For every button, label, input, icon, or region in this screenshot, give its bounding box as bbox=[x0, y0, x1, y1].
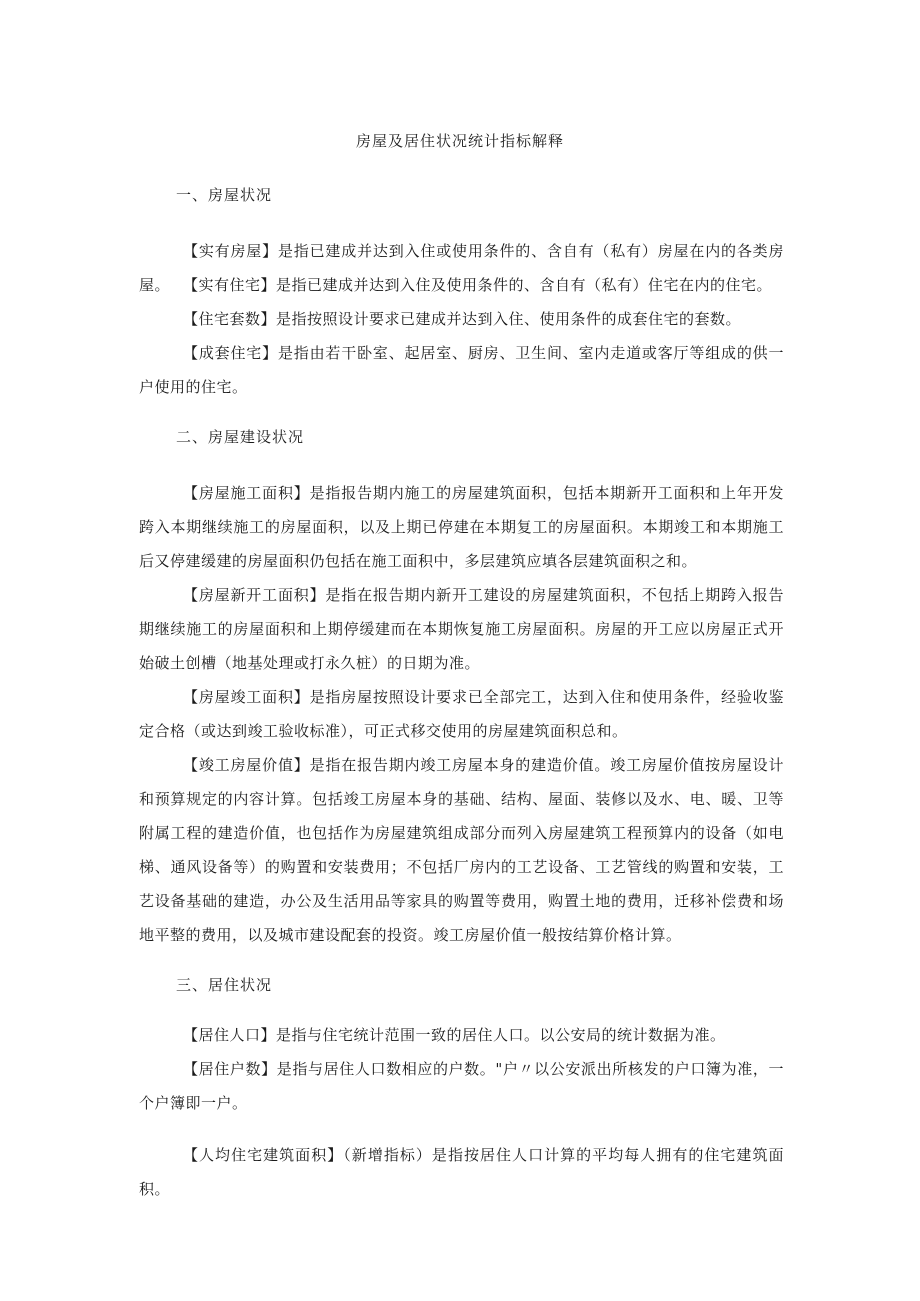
term-definition: 是指在报告期内竣工房屋本身的建造价值。竣工房屋价值按房屋设计和预算规定的内容计算。包括竣工房屋本身的基础、结构、屋面、装修以及水、电、暖、卫等附属工程的建造价值，也包括作为房屋建筑组成部分而列入房屋建筑工程预算内的设备（如电梯、通风设备等）的购置和安装费用；不包括厂房内的工艺设备、工艺管线的购置和安装，工艺设备基础的建造，办公及生活用品等家具的购置等费用，购置土地的费用，迁移补偿费和场地平整的费用，以及城市建设配套的投资。竣工房屋价值一般按结算价格计算。 bbox=[139, 756, 784, 944]
term-label: 【实有住宅】 bbox=[183, 276, 277, 294]
paragraph-completed-area bbox=[139, 680, 784, 748]
section-heading-residence-status: 三、居住状况 bbox=[176, 976, 273, 994]
section-heading-construction-status: 二、房屋建设状况 bbox=[176, 428, 305, 446]
paragraph-completed-value bbox=[139, 748, 784, 952]
term-label: 【居住户数】 bbox=[183, 1060, 277, 1078]
paragraph-resident-households bbox=[139, 1052, 784, 1120]
term-definition: 是指房屋按照设计要求已全部完工，达到入住和使用条件，经验收鉴定合格（或达到竣工验收标准），可正式移交使用的房屋建筑面积总和。 bbox=[139, 688, 784, 740]
paragraph-per-capita-area bbox=[139, 1138, 784, 1206]
paragraph-resident-population bbox=[139, 1018, 784, 1052]
page-title: 房屋及居住状况统计指标解释 bbox=[355, 132, 564, 150]
paragraph-existing-residence bbox=[139, 268, 784, 302]
term-label: 【房屋竣工面积】 bbox=[183, 688, 310, 706]
term-definition: 是指与住宅统计范围一致的居住人口。以公安局的统计数据为准。 bbox=[276, 1026, 726, 1044]
term-label: 【房屋新开工面积】 bbox=[183, 586, 326, 604]
term-definition: （新增指标）是指按居住人口计算的平均每人拥有的住宅建筑面积。 bbox=[139, 1146, 784, 1198]
term-definition: 是指由若干卧室、起居室、厨房、卫生间、室内走道或客厅等组成的供一户使用的住宅。 bbox=[139, 344, 784, 396]
paragraph-construction-area bbox=[139, 476, 784, 578]
term-label: 【实有房屋】 bbox=[183, 242, 278, 260]
term-definition: 是指在报告期内新开工建设的房屋建筑面积，不包括上期跨入报告期继续施工的房屋面积和上期停缓建而在本期恢复施工房屋面积。房屋的开工应以房屋正式开始破土创槽（地基处理或打永久桩）的日期为准。 bbox=[139, 586, 784, 672]
term-label: 【人均住宅建筑面积】 bbox=[183, 1146, 344, 1164]
term-label: 【竣工房屋价值】 bbox=[183, 756, 310, 774]
section-heading-housing-status: 一、房屋状况 bbox=[176, 186, 273, 204]
paragraph-new-construction-area bbox=[139, 578, 784, 680]
term-definition: 是指已建成并达到入住或使用条件的、含自有（私有）房屋在内的各类房屋。 bbox=[139, 242, 784, 294]
term-definition: 是指报告期内施工的房屋建筑面积，包括本期新开工面积和上年开发跨入本期继续施工的房屋面积，以及上期已停建在本期复工的房屋面积。本期竣工和本期施工后又停建缓建的房屋面积仍包括在施工面积中，多层建筑应填各层建筑面积之和。 bbox=[139, 484, 784, 570]
term-label: 【成套住宅】 bbox=[183, 344, 278, 362]
term-definition: 是指与居住人口数相应的户数。"户〃以公安派出所核发的户口簿为准，一个户簿即一户。 bbox=[139, 1060, 784, 1112]
term-label: 【房屋施工面积】 bbox=[183, 484, 310, 502]
term-definition: 是指已建成并达到入住及使用条件的、含自有（私有）住宅在内的住宅。 bbox=[276, 276, 773, 294]
paragraph-complete-residence bbox=[139, 336, 784, 404]
term-label: 【居住人口】 bbox=[183, 1026, 277, 1044]
term-definition: 是指按照设计要求已建成并达到入住、使用条件的成套住宅的套数。 bbox=[276, 310, 742, 328]
paragraph-residence-units bbox=[139, 302, 784, 336]
term-label: 【住宅套数】 bbox=[183, 310, 277, 328]
